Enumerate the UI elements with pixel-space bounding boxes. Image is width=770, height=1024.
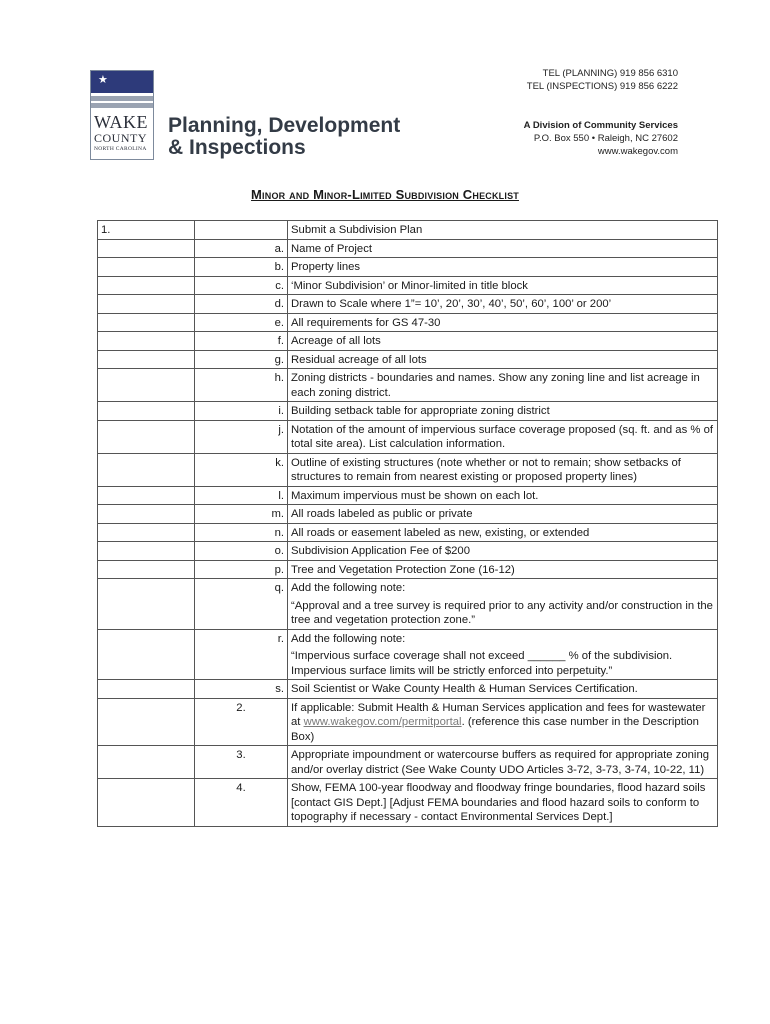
item-text-suffix: . (reference this case number in the Description Box)	[291, 716, 699, 743]
item-number	[98, 523, 195, 542]
checklist-row-1m	[98, 505, 718, 524]
item-number	[98, 276, 195, 295]
tel-planning: TEL (PLANNING) 919 856 6310	[542, 68, 678, 79]
website: www.wakegov.com	[597, 146, 678, 157]
item-number	[98, 313, 195, 332]
item-number	[98, 420, 195, 453]
logo-county-text: COUNTY	[94, 131, 147, 145]
item-number-spacer	[98, 746, 195, 779]
item-letter: s.	[195, 680, 288, 699]
item-number	[98, 350, 195, 369]
checklist-row-1o	[98, 542, 718, 561]
item-text: Zoning districts - boundaries and names. Show any zoning line and list acreage in each zoning district.	[288, 369, 718, 402]
item-text: Maximum impervious must be shown on each lot.	[288, 486, 718, 505]
item-letter	[195, 221, 288, 240]
item-text: Name of Project	[288, 239, 718, 258]
item-letter: i.	[195, 402, 288, 421]
item-text: Add the following note:	[291, 632, 406, 645]
required-note: “Impervious surface coverage shall not exceed ______ % of the subdivision. Impervious surface limits will be strictly enforced into perpetuity.”	[291, 650, 673, 677]
logo-wake-text: WAKE	[94, 112, 148, 132]
checklist-row-1i	[98, 402, 718, 421]
item-text: ‘Minor Subdivision’ or Minor-limited in title block	[288, 276, 718, 295]
item-number: 1.	[98, 221, 195, 240]
item-number	[98, 560, 195, 579]
star-icon: ★	[98, 74, 108, 86]
logo-state-text: NORTH CAROLINA	[94, 146, 147, 152]
item-letter: n.	[195, 523, 288, 542]
item-number	[98, 239, 195, 258]
checklist-row-1d	[98, 295, 718, 314]
item-number	[98, 369, 195, 402]
tel-inspections: TEL (INSPECTIONS) 919 856 6222	[526, 81, 678, 92]
item-number	[98, 295, 195, 314]
item-number: 4.	[195, 779, 288, 827]
item-number	[98, 505, 195, 524]
department-name-line1: Planning, Development	[168, 114, 401, 137]
item-letter: r.	[195, 629, 288, 680]
wake-county-logo	[90, 70, 154, 160]
item-text: Property lines	[288, 258, 718, 277]
item-letter: m.	[195, 505, 288, 524]
item-letter: b.	[195, 258, 288, 277]
item-text: All requirements for GS 47-30	[288, 313, 718, 332]
item-number	[98, 402, 195, 421]
checklist-row-1k	[98, 453, 718, 486]
checklist-row-1a	[98, 239, 718, 258]
permit-portal-link[interactable]: www.wakegov.com/permitportal	[303, 716, 462, 728]
item-text: Show, FEMA 100-year floodway and floodway fringe boundaries, flood hazard soils [contact GIS Dept.] [Adjust FEMA boundaries and flood hazard soils to conform to topography if necessary - contact Environmental Services Dept.]	[288, 779, 718, 827]
item-number	[98, 332, 195, 351]
checklist-row-1	[98, 221, 718, 240]
item-text: If applicable: Submit Health & Human Services application and fees for wastewater at	[291, 701, 706, 728]
subdivision-checklist-table	[97, 220, 718, 827]
item-number	[98, 258, 195, 277]
checklist-row-1r	[98, 629, 718, 680]
item-number	[98, 579, 195, 630]
item-letter: o.	[195, 542, 288, 561]
item-text: Appropriate impoundment or watercourse buffers as required for appropriate zoning and/or overlay district (See Wake County UDO Articles 3-72, 3-73, 3-74, 10-22, 11)	[288, 746, 718, 779]
item-number	[98, 453, 195, 486]
checklist-row-1g	[98, 350, 718, 369]
checklist-row-1f	[98, 332, 718, 351]
item-text-with-link	[288, 698, 718, 746]
item-text-with-note	[288, 579, 718, 630]
checklist-row-1b	[98, 258, 718, 277]
item-number-spacer	[98, 698, 195, 746]
item-number	[98, 629, 195, 680]
checklist-row-1s	[98, 680, 718, 699]
department-name-line2: & Inspections	[168, 136, 306, 159]
checklist-row-1e	[98, 313, 718, 332]
item-text: Drawn to Scale where 1”= 10’, 20’, 30’, 40’, 50’, 60’, 100’ or 200’	[288, 295, 718, 314]
item-number: 2.	[195, 698, 288, 746]
item-text: Subdivision Application Fee of $200	[288, 542, 718, 561]
item-letter: l.	[195, 486, 288, 505]
division-name: A Division of Community Services	[523, 120, 678, 131]
checklist-row-3	[98, 746, 718, 779]
item-number	[98, 486, 195, 505]
item-text-with-note	[288, 629, 718, 680]
checklist-row-1p	[98, 560, 718, 579]
checklist-row-1j	[98, 420, 718, 453]
item-text: Soil Scientist or Wake County Health & Human Services Certification.	[288, 680, 718, 699]
item-letter: e.	[195, 313, 288, 332]
item-letter: k.	[195, 453, 288, 486]
item-text: Acreage of all lots	[288, 332, 718, 351]
page-title: Minor and Minor-Limited Subdivision Checklist	[251, 187, 519, 202]
item-text: Building setback table for appropriate zoning district	[288, 402, 718, 421]
item-text: Submit a Subdivision Plan	[288, 221, 718, 240]
item-letter: h.	[195, 369, 288, 402]
checklist-row-1q	[98, 579, 718, 630]
item-letter: q.	[195, 579, 288, 630]
item-letter: c.	[195, 276, 288, 295]
required-note: “Approval and a tree survey is required prior to any activity and/or construction in the tree and vegetation protection zone.”	[291, 599, 713, 626]
checklist-row-1h	[98, 369, 718, 402]
item-number-spacer	[98, 779, 195, 827]
item-text: All roads or easement labeled as new, existing, or extended	[288, 523, 718, 542]
item-text: Outline of existing structures (note whether or not to remain; show setbacks of structures to remain from nearest existing or proposed property lines)	[288, 453, 718, 486]
item-number: 3.	[195, 746, 288, 779]
item-text: Add the following note:	[291, 582, 406, 594]
item-number	[98, 680, 195, 699]
logo-stripe	[91, 103, 153, 108]
checklist-row-1l	[98, 486, 718, 505]
item-text: Notation of the amount of impervious surface coverage proposed (sq. ft. and as % of total site area). List calculation information.	[288, 420, 718, 453]
checklist-row-2	[98, 698, 718, 746]
item-letter: j.	[195, 420, 288, 453]
item-letter: f.	[195, 332, 288, 351]
item-text: All roads labeled as public or private	[288, 505, 718, 524]
item-number	[98, 542, 195, 561]
item-text: Tree and Vegetation Protection Zone (16-12)	[288, 560, 718, 579]
item-letter: d.	[195, 295, 288, 314]
mailing-address: P.O. Box 550 • Raleigh, NC 27602	[533, 133, 678, 144]
checklist-row-1c	[98, 276, 718, 295]
item-letter: g.	[195, 350, 288, 369]
item-letter: p.	[195, 560, 288, 579]
checklist-row-4	[98, 779, 718, 827]
checklist-row-1n	[98, 523, 718, 542]
logo-stripe	[91, 96, 153, 101]
item-text: Residual acreage of all lots	[288, 350, 718, 369]
item-letter: a.	[195, 239, 288, 258]
